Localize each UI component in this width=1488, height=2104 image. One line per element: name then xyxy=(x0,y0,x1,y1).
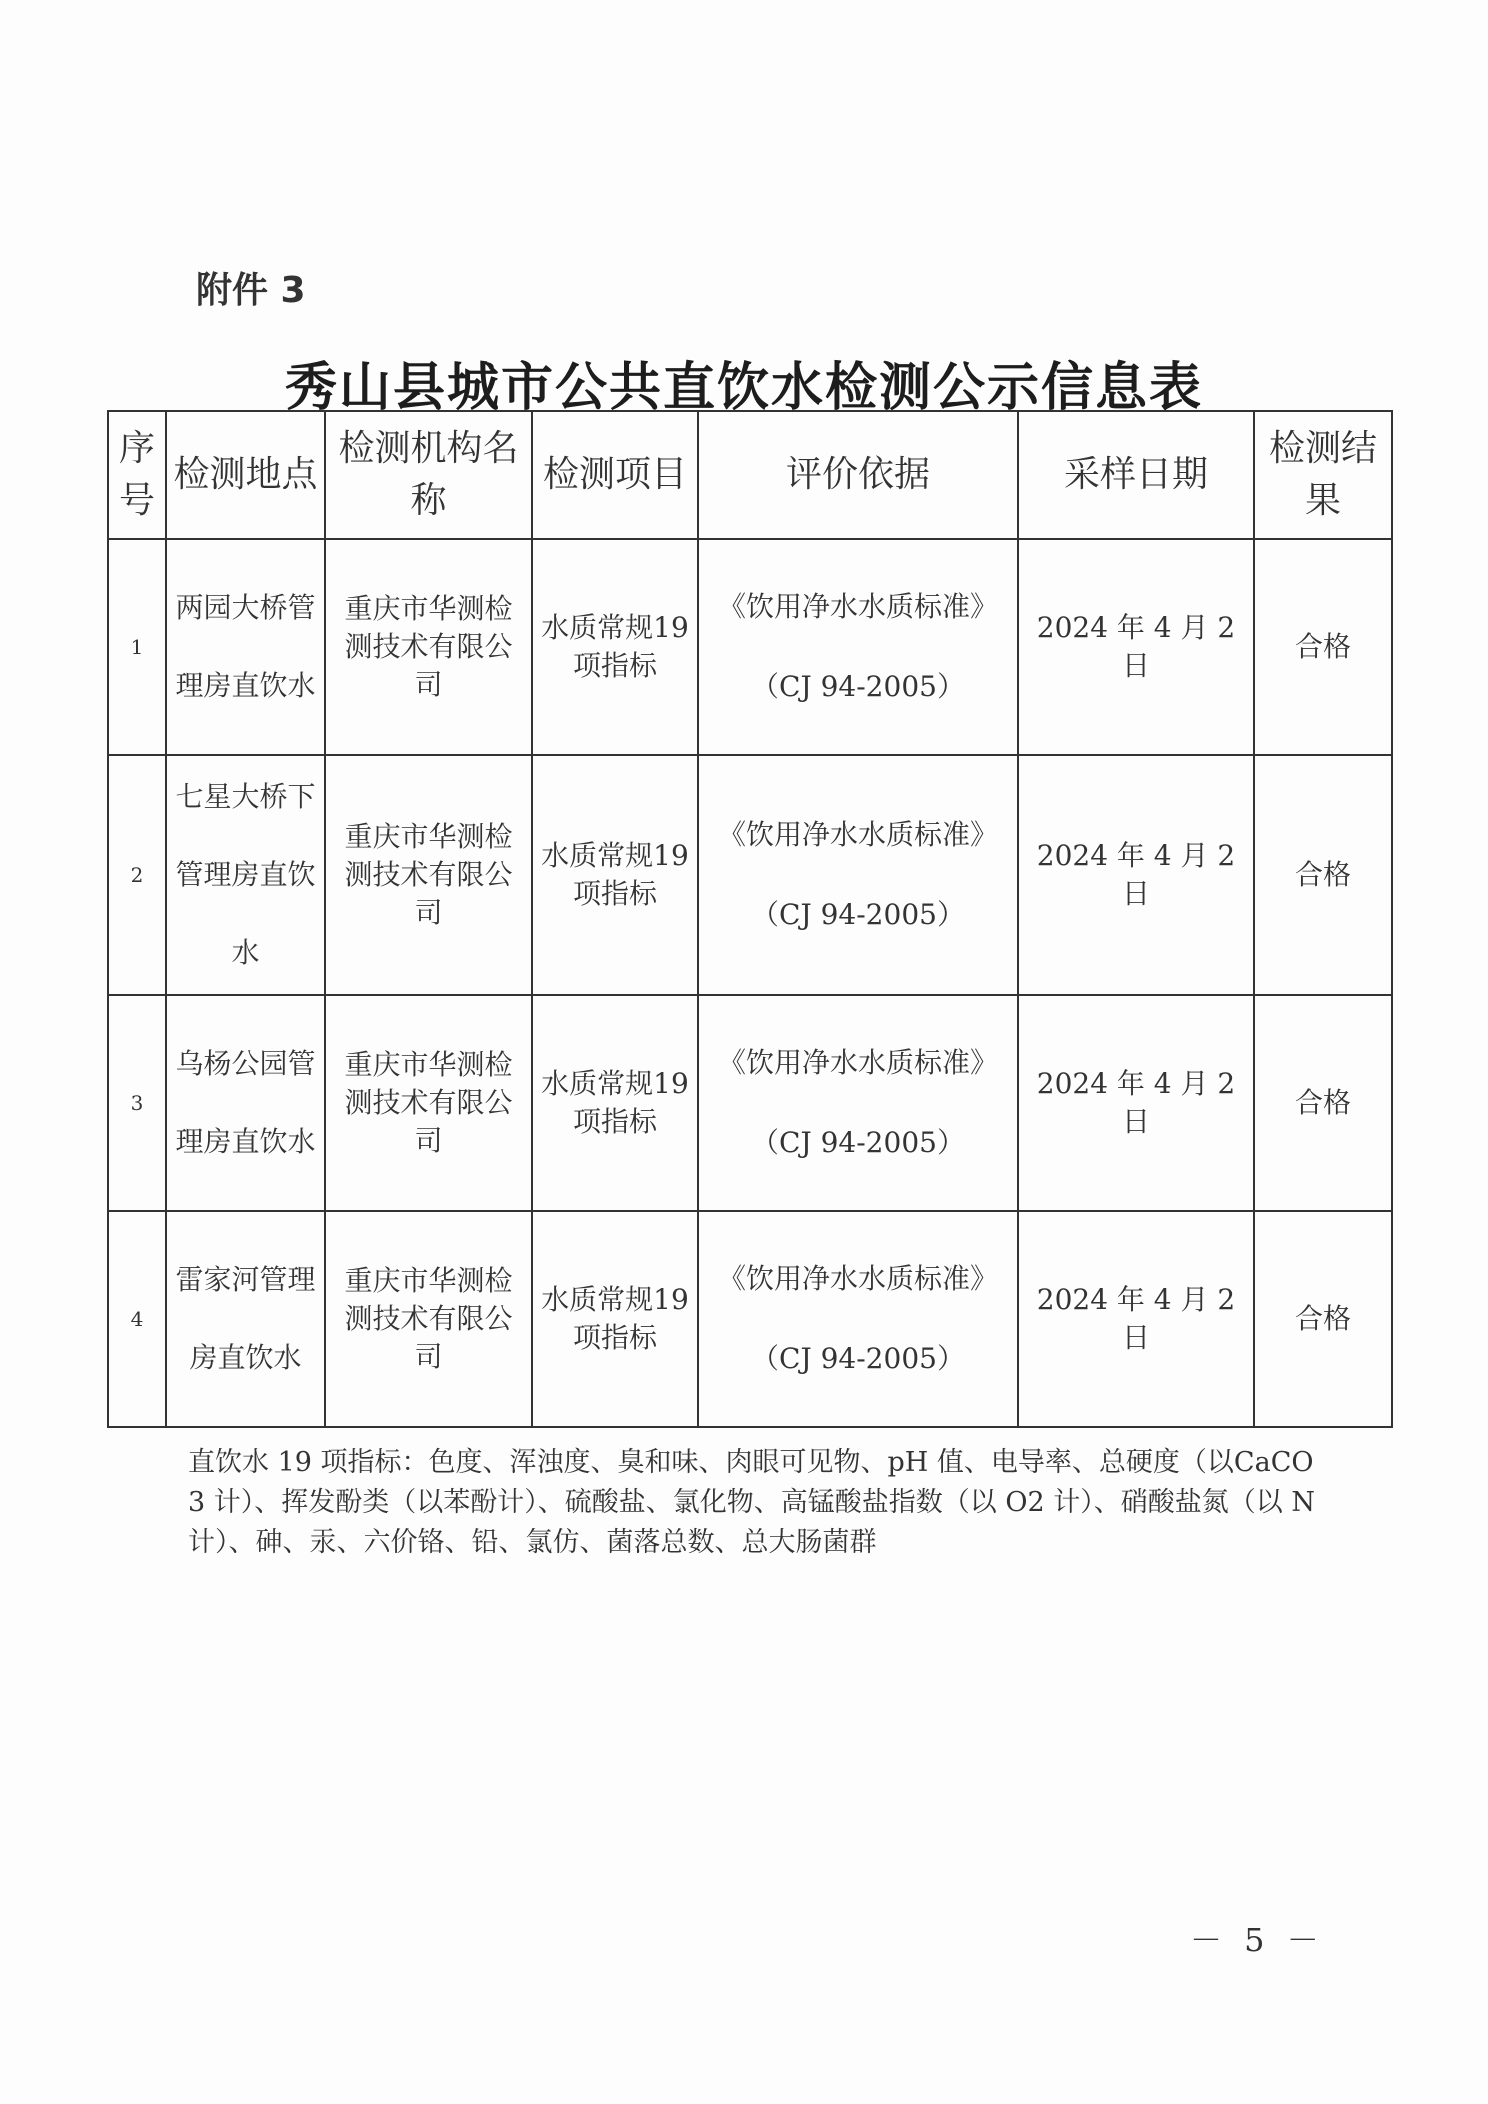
row-date: 2024 年 4 月 2 日 xyxy=(1018,995,1254,1211)
table-row xyxy=(108,995,1392,1211)
row-standard-code: （CJ 94-2005） xyxy=(751,1126,965,1159)
row-standard: 《饮用净水水质标准》 xyxy=(717,590,998,623)
row-item: 水质常规19 项指标 xyxy=(532,1211,698,1427)
row-standard-code: （CJ 94-2005） xyxy=(751,898,965,931)
row-date: 2024 年 4 月 2 日 xyxy=(1018,755,1254,995)
row-site: 两园大桥管理房直饮水 xyxy=(166,539,325,755)
row-standard-cell xyxy=(698,755,1018,995)
inspection-table xyxy=(107,410,1393,1428)
header-result: 检测结果 xyxy=(1254,411,1392,539)
row-agency: 重庆市华测检测技术有限公司 xyxy=(325,995,532,1211)
attachment-label: 附件 3 xyxy=(196,270,306,311)
table-row xyxy=(108,1211,1392,1427)
row-standard: 《饮用净水水质标准》 xyxy=(717,1046,998,1079)
row-item: 水质常规19 项指标 xyxy=(532,995,698,1211)
row-standard-code: （CJ 94-2005） xyxy=(751,1342,965,1375)
row-agency: 重庆市华测检测技术有限公司 xyxy=(325,539,532,755)
row-standard-cell xyxy=(698,539,1018,755)
row-agency: 重庆市华测检测技术有限公司 xyxy=(325,1211,532,1427)
row-date: 2024 年 4 月 2 日 xyxy=(1018,539,1254,755)
row-site: 雷家河管理房直饮水 xyxy=(166,1211,325,1427)
header-standard: 评价依据 xyxy=(698,411,1018,539)
row-standard: 《饮用净水水质标准》 xyxy=(717,818,998,851)
row-date: 2024 年 4 月 2 日 xyxy=(1018,1211,1254,1427)
document-title: 秀山县城市公共直饮水检测公示信息表 xyxy=(284,357,1203,418)
row-standard-code: （CJ 94-2005） xyxy=(751,670,965,703)
header-item: 检测项目 xyxy=(532,411,698,539)
row-standard-cell xyxy=(698,1211,1018,1427)
row-site: 乌杨公园管理房直饮水 xyxy=(166,995,325,1211)
row-result: 合格 xyxy=(1254,1211,1392,1427)
row-result: 合格 xyxy=(1254,995,1392,1211)
page-number: － 5 － xyxy=(1190,1921,1325,1959)
row-no: 2 xyxy=(108,755,166,995)
header-site: 检测地点 xyxy=(166,411,325,539)
row-no: 1 xyxy=(108,539,166,755)
table-header-row xyxy=(108,411,1392,539)
row-result: 合格 xyxy=(1254,755,1392,995)
row-site: 七星大桥下管理房直饮水 xyxy=(166,755,325,995)
header-agency: 检测机构名称 xyxy=(325,411,532,539)
row-agency: 重庆市华测检测技术有限公司 xyxy=(325,755,532,995)
row-item: 水质常规19 项指标 xyxy=(532,755,698,995)
row-no: 3 xyxy=(108,995,166,1211)
table-row xyxy=(108,755,1392,995)
row-item: 水质常规19 项指标 xyxy=(532,539,698,755)
row-result: 合格 xyxy=(1254,539,1392,755)
header-date: 采样日期 xyxy=(1018,411,1254,539)
header-no: 序号 xyxy=(108,411,166,539)
row-no: 4 xyxy=(108,1211,166,1427)
table-row xyxy=(108,539,1392,755)
footnote: 直饮水 19 项指标：色度、浑浊度、臭和味、肉眼可见物、pH 值、电导率、总硬度（以CaCO 3 计）、挥发酚类（以苯酚计）、硫酸盐、氯化物、高锰酸盐指数（以 O2 计）、硝酸盐氮（以 N 计）、砷、汞、六价铬、铅、氯仿、菌落总数、总大肠菌群 xyxy=(188,1447,1315,1558)
row-standard-cell xyxy=(698,995,1018,1211)
row-standard: 《饮用净水水质标准》 xyxy=(717,1262,998,1295)
